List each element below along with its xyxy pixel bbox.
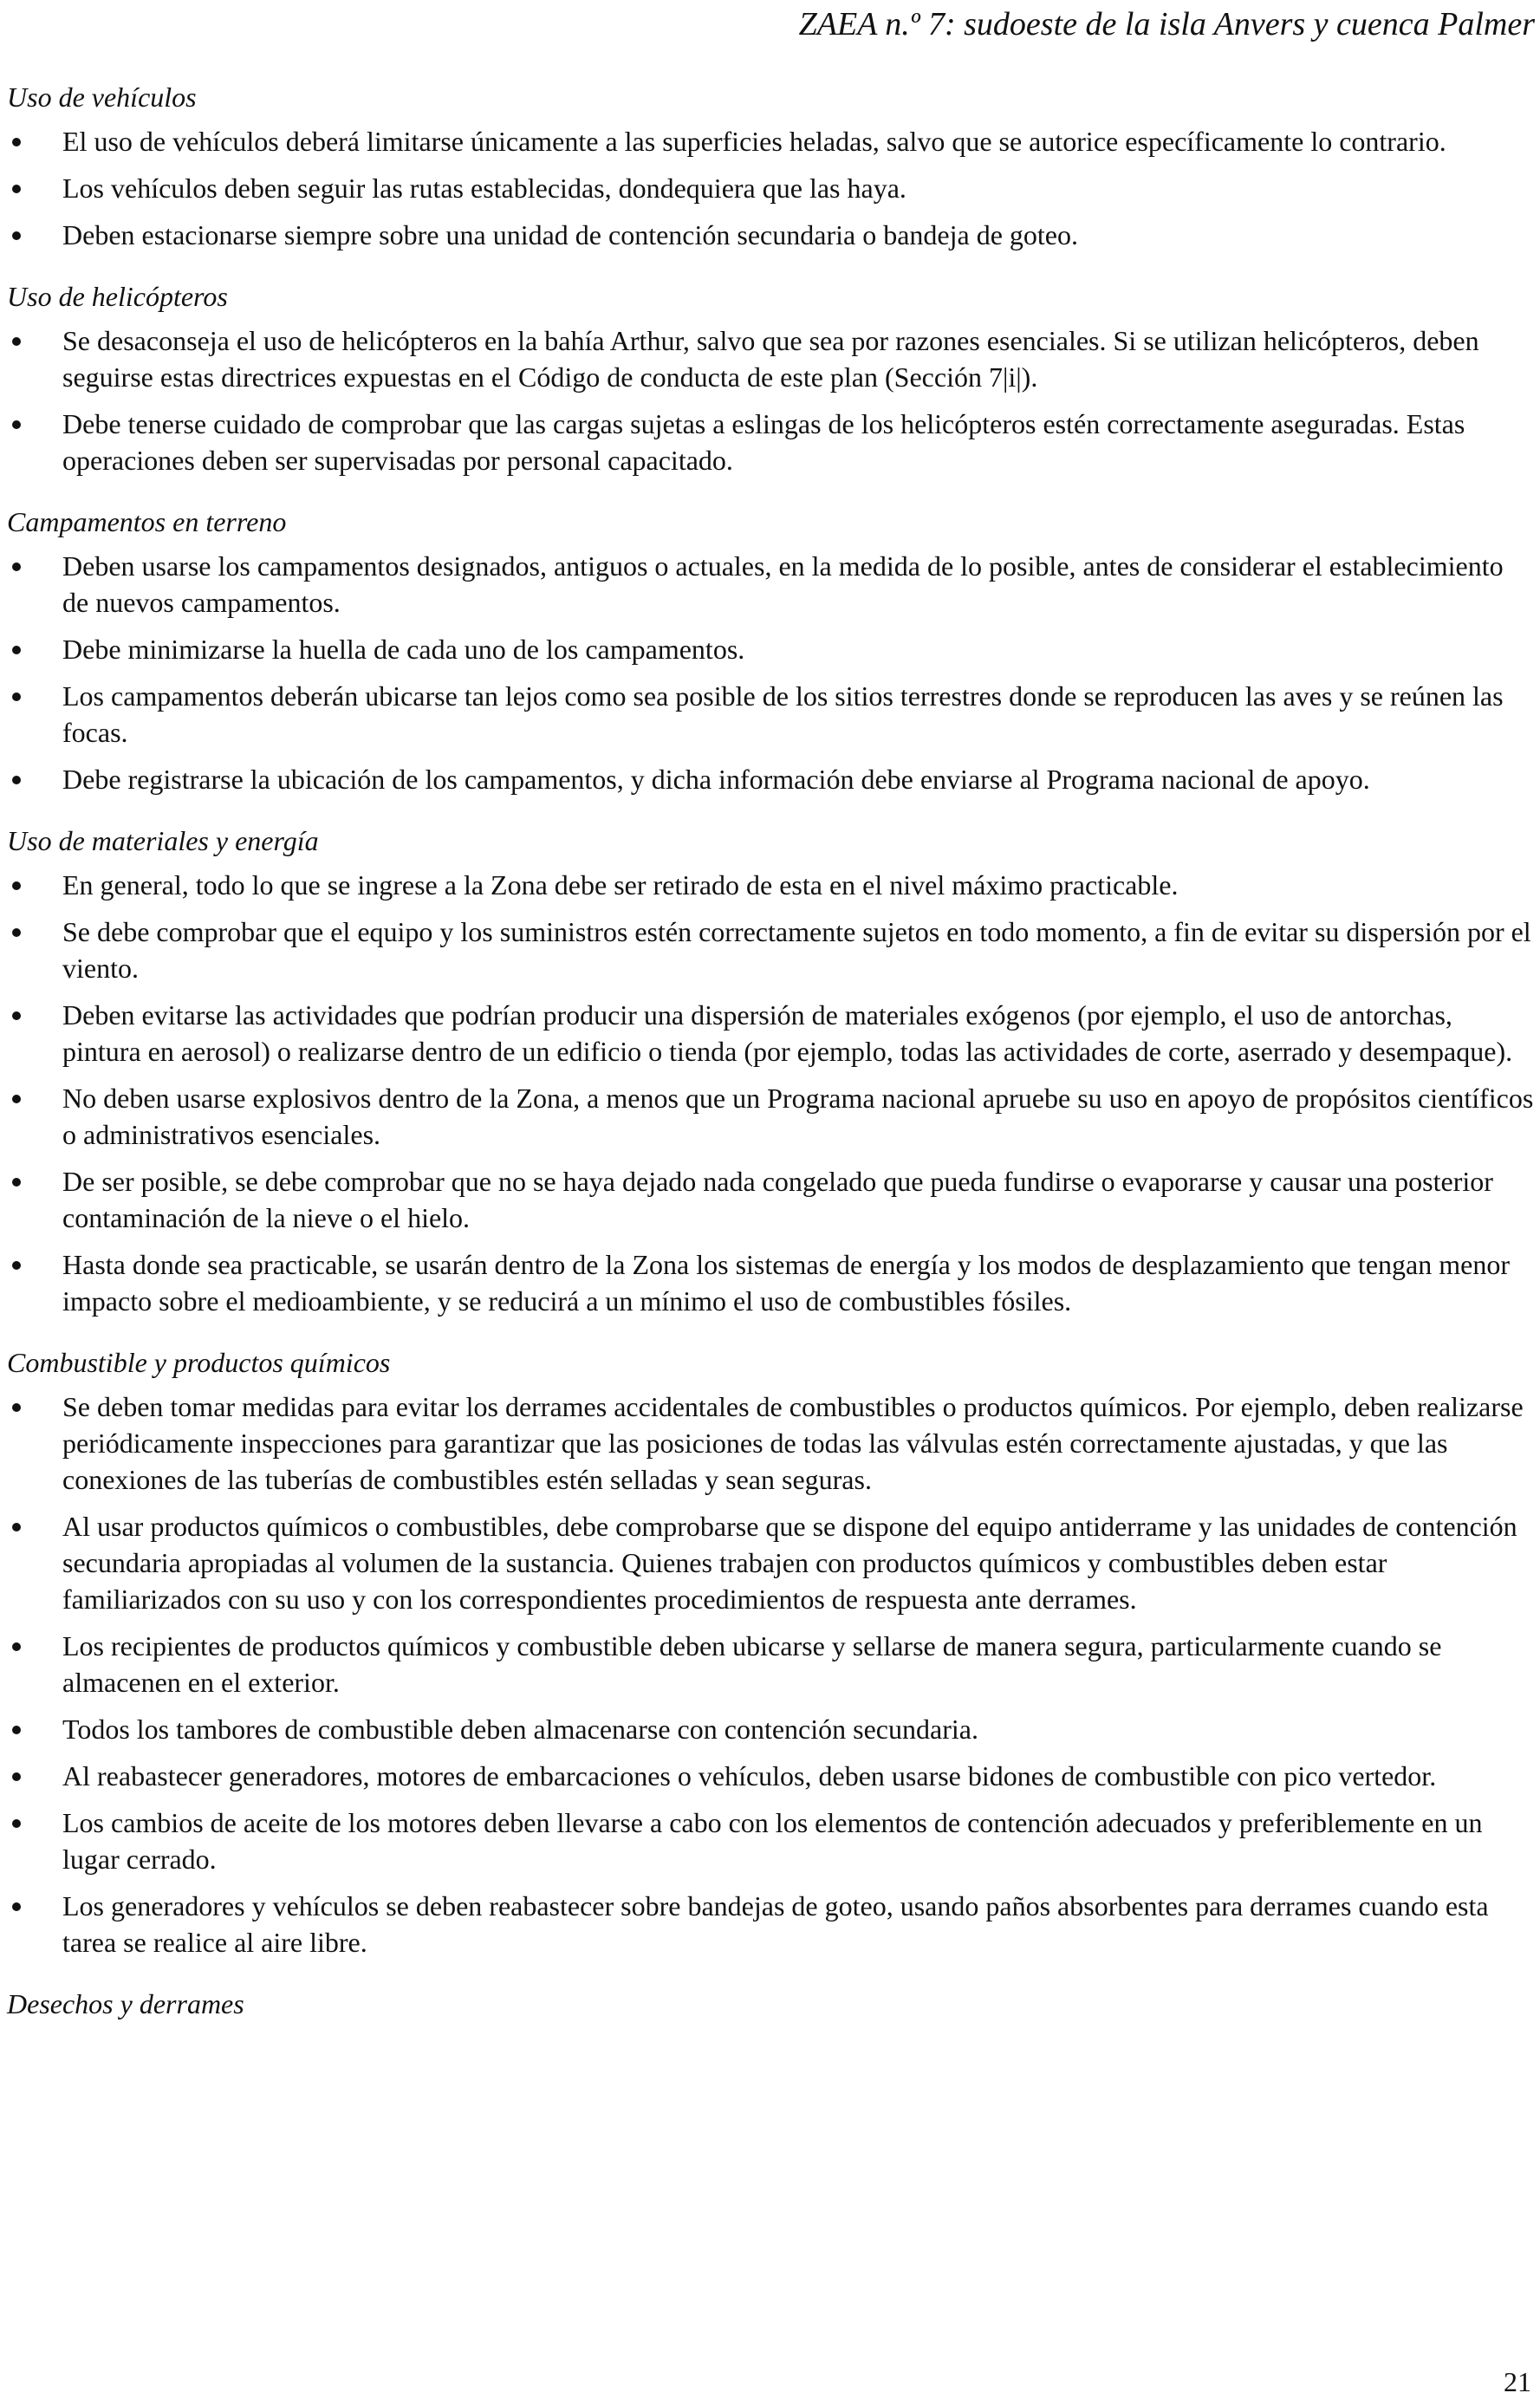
- list-item-text: Se desaconseja el uso de helicópteros en la bahía Arthur, salvo que sea por razones esenciales. Si se utilizan helicópteros, deben seguirse estas directrices expuestas en el Código de conducta de este plan (Sección 7|i|).: [62, 325, 1479, 393]
- bullet-icon: [12, 1095, 21, 1103]
- list-item: [7, 217, 1534, 253]
- bullet-icon: [12, 562, 21, 571]
- list-item-text: Deben evitarse las actividades que podrían producir una dispersión de materiales exógenos (por ejemplo, el uso de antorchas, pintura en aerosol) o realizarse dentro de un edificio o tienda (por ejemplo, todas las actividades de corte, aserrado y desempaque).: [62, 999, 1513, 1067]
- bullet-icon: [12, 1772, 21, 1781]
- bullet-icon: [12, 231, 21, 240]
- list-item: [7, 678, 1534, 751]
- section: [7, 504, 1534, 797]
- list-item: [7, 1758, 1534, 1794]
- list-item-text: Deben usarse los campamentos designados, antiguos o actuales, en la medida de lo posible, antes de considerar el establecimiento de nuevos campamentos.: [62, 550, 1504, 618]
- list-item: [7, 867, 1534, 903]
- list-item-text: No deben usarse explosivos dentro de la Zona, a menos que un Programa nacional apruebe su uso en apoyo de propósitos científicos o administrativos esenciales.: [62, 1083, 1534, 1150]
- page-number: 21: [1504, 2366, 1531, 2397]
- list-item-text: Hasta donde sea practicable, se usarán dentro de la Zona los sistemas de energía y los modos de desplazamiento que tengan menor impacto sobre el medioambiente, y se reducirá a un mínimo el uso de combustibles fósiles.: [62, 1249, 1510, 1317]
- list-item-text: En general, todo lo que se ingrese a la Zona debe ser retirado de esta en el nivel máximo practicable.: [62, 869, 1179, 901]
- section-heading: Combustible y productos químicos: [7, 1347, 391, 1378]
- list-item-text: Se deben tomar medidas para evitar los derrames accidentales de combustibles o productos químicos. Por ejemplo, deben realizarse periódicamente inspecciones para garantizar que las posiciones de todas las válvulas estén correctamente ajustadas, y que las conexiones de las tuberías de combustibles estén selladas y sean seguras.: [62, 1391, 1524, 1495]
- bullet-list: [7, 1388, 1534, 1961]
- bullet-list: [7, 123, 1534, 253]
- list-item-text: Al usar productos químicos o combustibles, debe comprobarse que se dispone del equipo antiderrame y las unidades de contención secundaria apropiadas al volumen de la sustancia. Quienes trabajen con productos químicos y combustibles deben estar familiarizados con su uso y con los correspondientes procedimientos de respuesta ante derrames.: [62, 1511, 1517, 1615]
- bullet-icon: [12, 185, 21, 193]
- list-item-text: De ser posible, se debe comprobar que no se haya dejado nada congelado que pueda fundirse o evaporarse y causar una posterior contaminación de la nieve o el hielo.: [62, 1166, 1493, 1233]
- bullet-icon: [12, 928, 21, 937]
- list-item-text: Los recipientes de productos químicos y combustible deben ubicarse y sellarse de manera segura, particularmente cuando se almacenen en el exterior.: [62, 1630, 1442, 1698]
- list-item: [7, 997, 1534, 1070]
- bullet-icon: [12, 1819, 21, 1828]
- list-item-text: Debe registrarse la ubicación de los campamentos, y dicha información debe enviarse al Programa nacional de apoyo.: [62, 764, 1370, 795]
- list-item: [7, 1080, 1534, 1153]
- list-item-text: Los campamentos deberán ubicarse tan lejos como sea posible de los sitios terrestres donde se reproducen las aves y se reúnen las focas.: [62, 680, 1504, 748]
- bullet-icon: [12, 1902, 21, 1911]
- list-item: [7, 170, 1534, 206]
- bullet-icon: [12, 693, 21, 701]
- bullet-icon: [12, 776, 21, 784]
- section: [7, 80, 1534, 253]
- bullet-icon: [12, 337, 21, 346]
- list-item-text: Debe minimizarse la huella de cada uno de los campamentos.: [62, 634, 745, 665]
- bullet-icon: [12, 1178, 21, 1187]
- list-item-text: Al reabastecer generadores, motores de embarcaciones o vehículos, deben usarse bidones de combustible con pico vertedor.: [62, 1760, 1437, 1791]
- list-item-text: Deben estacionarse siempre sobre una unidad de contención secundaria o bandeja de goteo.: [62, 219, 1078, 250]
- section: [7, 823, 1534, 1319]
- list-item: [7, 1888, 1534, 1961]
- section: [7, 1987, 1534, 2021]
- list-item: [7, 914, 1534, 986]
- list-item: [7, 1508, 1534, 1617]
- document-body: [7, 80, 1534, 2030]
- list-item: [7, 761, 1534, 797]
- section-heading: Uso de helicópteros: [7, 281, 228, 312]
- bullet-icon: [12, 1726, 21, 1734]
- list-item: [7, 123, 1534, 159]
- bullet-list: [7, 322, 1534, 478]
- bullet-icon: [12, 138, 21, 146]
- running-header: ZAEA n.º 7: sudoeste de la isla Anvers y cuenca Palmer: [798, 6, 1535, 42]
- list-item: [7, 548, 1534, 621]
- bullet-icon: [12, 1261, 21, 1270]
- list-item: [7, 1388, 1534, 1498]
- list-item-text: Los vehículos deben seguir las rutas establecidas, dondequiera que las haya.: [62, 172, 906, 204]
- list-item: [7, 631, 1534, 667]
- bullet-icon: [12, 420, 21, 429]
- bullet-icon: [12, 1011, 21, 1020]
- list-item: [7, 322, 1534, 395]
- list-item: [7, 1804, 1534, 1877]
- list-item-text: Los generadores y vehículos se deben reabastecer sobre bandejas de goteo, usando paños absorbentes para derrames cuando esta tarea se realice al aire libre.: [62, 1890, 1489, 1958]
- list-item: [7, 406, 1534, 478]
- list-item-text: El uso de vehículos deberá limitarse únicamente a las superficies heladas, salvo que se autorice específicamente lo contrario.: [62, 126, 1446, 157]
- list-item: [7, 1246, 1534, 1319]
- bullet-icon: [12, 881, 21, 890]
- list-item: [7, 1163, 1534, 1236]
- list-item: [7, 1711, 1534, 1747]
- bullet-list: [7, 867, 1534, 1319]
- bullet-icon: [12, 1403, 21, 1412]
- section-heading: Desechos y derrames: [7, 1988, 244, 2019]
- bullet-icon: [12, 646, 21, 654]
- section: [7, 1345, 1534, 1961]
- section-heading: Uso de vehículos: [7, 81, 197, 113]
- list-item: [7, 1628, 1534, 1700]
- list-item-text: Se debe comprobar que el equipo y los suministros estén correctamente sujetos en todo momento, a fin de evitar su dispersión por el viento.: [62, 916, 1531, 984]
- bullet-list: [7, 548, 1534, 797]
- section-heading: Uso de materiales y energía: [7, 825, 319, 856]
- list-item-text: Debe tenerse cuidado de comprobar que las cargas sujetas a eslingas de los helicópteros estén correctamente aseguradas. Estas operaciones deben ser supervisadas por personal capacitado.: [62, 408, 1465, 476]
- section-heading: Campamentos en terreno: [7, 506, 287, 537]
- bullet-icon: [12, 1523, 21, 1531]
- bullet-icon: [12, 1642, 21, 1651]
- section: [7, 279, 1534, 478]
- list-item-text: Todos los tambores de combustible deben almacenarse con contención secundaria.: [62, 1713, 978, 1745]
- list-item-text: Los cambios de aceite de los motores deben llevarse a cabo con los elementos de contención adecuados y preferiblemente en un lugar cerrado.: [62, 1807, 1483, 1875]
